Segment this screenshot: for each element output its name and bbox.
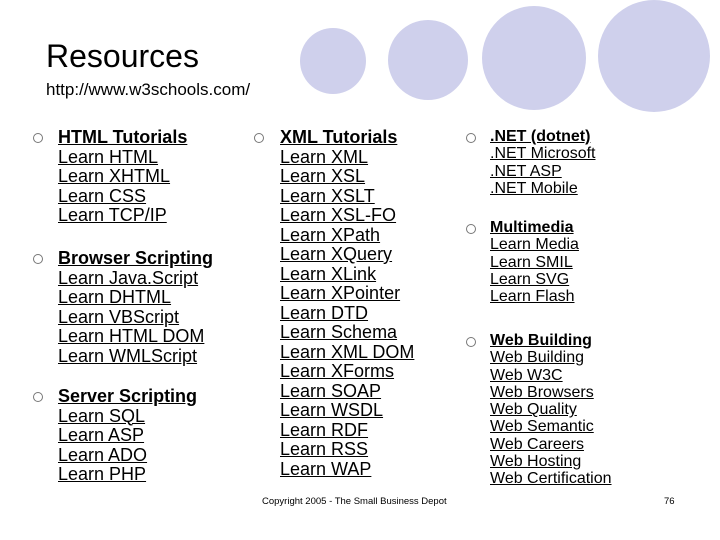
bullet-icon	[466, 224, 476, 234]
decorative-circle	[598, 0, 710, 112]
group-heading[interactable]: XML Tutorials	[280, 127, 398, 147]
resource-link[interactable]: Learn XPath	[280, 224, 381, 245]
group-heading[interactable]: HTML Tutorials	[58, 127, 188, 147]
decorative-circle	[482, 6, 586, 110]
resource-link[interactable]: Learn DTD	[280, 302, 369, 323]
resource-link[interactable]: Learn WSDL	[280, 400, 384, 420]
resource-link[interactable]: Learn VBScript	[58, 306, 180, 327]
resource-link[interactable]: Learn WAP	[280, 458, 372, 479]
resource-link[interactable]: Learn XPointer	[280, 283, 401, 303]
group-server-scripting	[58, 387, 197, 485]
resource-link[interactable]: Learn XML	[280, 146, 369, 167]
resource-link[interactable]: Learn SMIL	[490, 253, 573, 271]
resource-link[interactable]: Learn Media	[490, 236, 579, 254]
resource-link[interactable]: Web Building	[490, 349, 584, 367]
group-heading[interactable]: Browser Scripting	[58, 248, 214, 268]
group-heading[interactable]: .NET (dotnet)	[490, 128, 591, 145]
resource-link[interactable]: Learn ADO	[58, 444, 148, 465]
bullet-icon	[254, 133, 264, 143]
resource-link[interactable]: Learn XSL-FO	[280, 205, 397, 225]
group-multimedia	[490, 219, 579, 305]
resource-link[interactable]: Learn TCP/IP	[58, 205, 167, 225]
group-xml-tutorials	[280, 128, 414, 479]
resource-link[interactable]: Web Careers	[490, 435, 584, 453]
resource-link[interactable]: Learn HTML	[58, 146, 159, 167]
resource-link[interactable]: Learn RDF	[280, 419, 369, 440]
group-dotnet	[490, 128, 596, 197]
resource-link[interactable]: Learn SVG	[490, 270, 570, 288]
resource-link[interactable]: .NET Microsoft	[490, 145, 596, 163]
resource-link[interactable]: Web Semantic	[490, 418, 594, 436]
resource-link[interactable]: Learn XQuery	[280, 244, 393, 264]
group-html-tutorials	[58, 128, 187, 226]
decorative-circle	[300, 28, 366, 94]
footer-copyright: Copyright 2005 - The Small Business Depot	[262, 496, 447, 507]
group-web-building	[490, 332, 612, 488]
resource-link[interactable]: Learn XSLT	[280, 185, 375, 206]
resource-link[interactable]: Learn HTML DOM	[58, 326, 205, 346]
group-heading[interactable]: Multimedia	[490, 219, 574, 236]
bullet-icon	[466, 337, 476, 347]
resource-link[interactable]: .NET ASP	[490, 162, 562, 180]
resource-link[interactable]: Learn Flash	[490, 288, 575, 306]
slide-subtitle: http://www.w3schools.com/	[46, 80, 251, 99]
page-number: 76	[664, 496, 675, 507]
resource-link[interactable]: Learn SOAP	[280, 380, 382, 401]
bullet-icon	[33, 133, 43, 143]
group-heading[interactable]: Server Scripting	[58, 386, 198, 406]
resource-link[interactable]: .NET Mobile	[490, 179, 578, 197]
resource-link[interactable]: Learn WMLScript	[58, 345, 198, 366]
resource-link[interactable]: Learn Java.Script	[58, 267, 199, 288]
resource-link[interactable]: Learn XLink	[280, 263, 377, 284]
resource-link[interactable]: Learn RSS	[280, 439, 369, 459]
bullet-icon	[33, 392, 43, 402]
resource-link[interactable]: Web Hosting	[490, 453, 582, 471]
resource-link[interactable]: Web Browsers	[490, 383, 594, 401]
resource-link[interactable]: Learn XSL	[280, 166, 366, 186]
bullet-icon	[33, 254, 43, 264]
resource-link[interactable]: Learn SQL	[58, 405, 146, 426]
resource-link[interactable]: Learn XForms	[280, 361, 395, 381]
resource-link[interactable]: Learn Schema	[280, 322, 398, 342]
resource-link[interactable]: Learn XHTML	[58, 166, 171, 186]
slide-title: Resources	[46, 38, 199, 74]
decorative-circle	[388, 20, 468, 100]
resource-link[interactable]: Learn DHTML	[58, 287, 172, 307]
resource-link[interactable]: Web W3C	[490, 366, 563, 384]
resource-link[interactable]: Learn ASP	[58, 425, 145, 445]
resource-link[interactable]: Learn XML DOM	[280, 341, 415, 362]
group-heading[interactable]: Web Building	[490, 332, 592, 349]
bullet-icon	[466, 133, 476, 143]
resource-link[interactable]: Web Quality	[490, 401, 577, 419]
resource-link[interactable]: Learn CSS	[58, 185, 147, 206]
resource-link[interactable]: Web Certification	[490, 470, 612, 488]
resource-link[interactable]: Learn PHP	[58, 464, 147, 484]
group-browser-scripting	[58, 249, 213, 366]
